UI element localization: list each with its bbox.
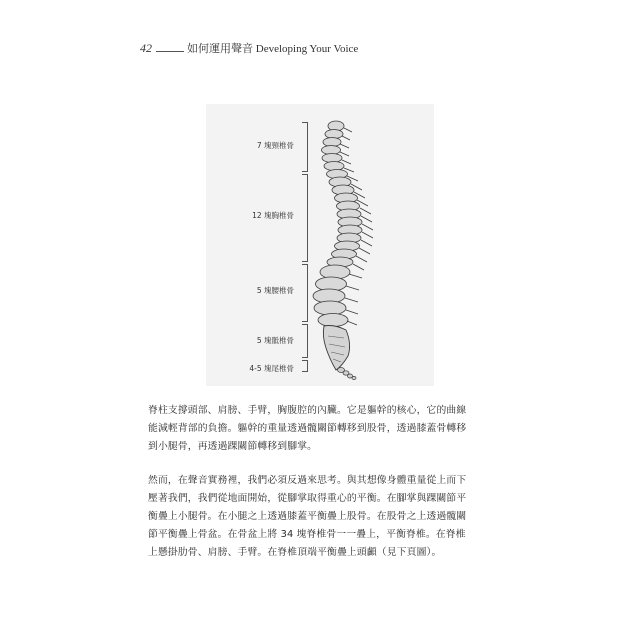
label-sacral: 5 塊骶椎骨: [256, 336, 294, 345]
spine-figure: [206, 104, 434, 386]
spine-illustration: [206, 104, 434, 386]
label-coccygeal: 4-5 塊尾椎骨: [249, 364, 294, 373]
body-paragraph-2: [148, 472, 494, 562]
running-header: [140, 40, 358, 56]
header-title: 如何運用聲音 Developing Your Voice: [187, 43, 359, 55]
text-line: 脊柱支撐頭部、肩膀、手臂，胸腹腔的內臟。它是軀幹的核心，它的曲線: [148, 405, 467, 416]
text-line: 節平衡疊上骨盆。在骨盆上將 34 塊脊椎骨一一疊上，平衡脊椎。在脊椎: [148, 529, 466, 540]
page-number: 42: [140, 41, 152, 55]
text-line: 能減輕背部的負擔。軀幹的重量透過髖關節轉移到股骨，透過膝蓋骨轉移: [148, 423, 467, 434]
label-thoracic: 12 塊胸椎骨: [252, 211, 294, 220]
text-line: 衡疊上小腿骨。在小腿之上透過膝蓋平衡疊上股骨。在股骨之上透過髖關: [148, 511, 467, 522]
text-line: 壓著我們，我們從地面開始，從腳掌取得重心的平衡。在腳掌與踝關節平: [148, 493, 467, 504]
header-rule: [156, 51, 184, 52]
body-paragraph-1: [148, 402, 494, 456]
label-cervical: 7 塊頸椎骨: [256, 141, 294, 150]
label-lumbar: 5 塊腰椎骨: [256, 286, 294, 295]
text-line: 然而，在聲音實務裡，我們必須反過來思考。與其想像身體重量從上而下: [148, 475, 467, 486]
text-line: 上懸掛肋骨、肩膀、手臂。在脊椎頂端平衡疊上頭顱（見下頁圖）。: [148, 547, 442, 558]
text-line: 到小腿骨，再透過踝關節轉移到腳掌。: [148, 441, 318, 452]
